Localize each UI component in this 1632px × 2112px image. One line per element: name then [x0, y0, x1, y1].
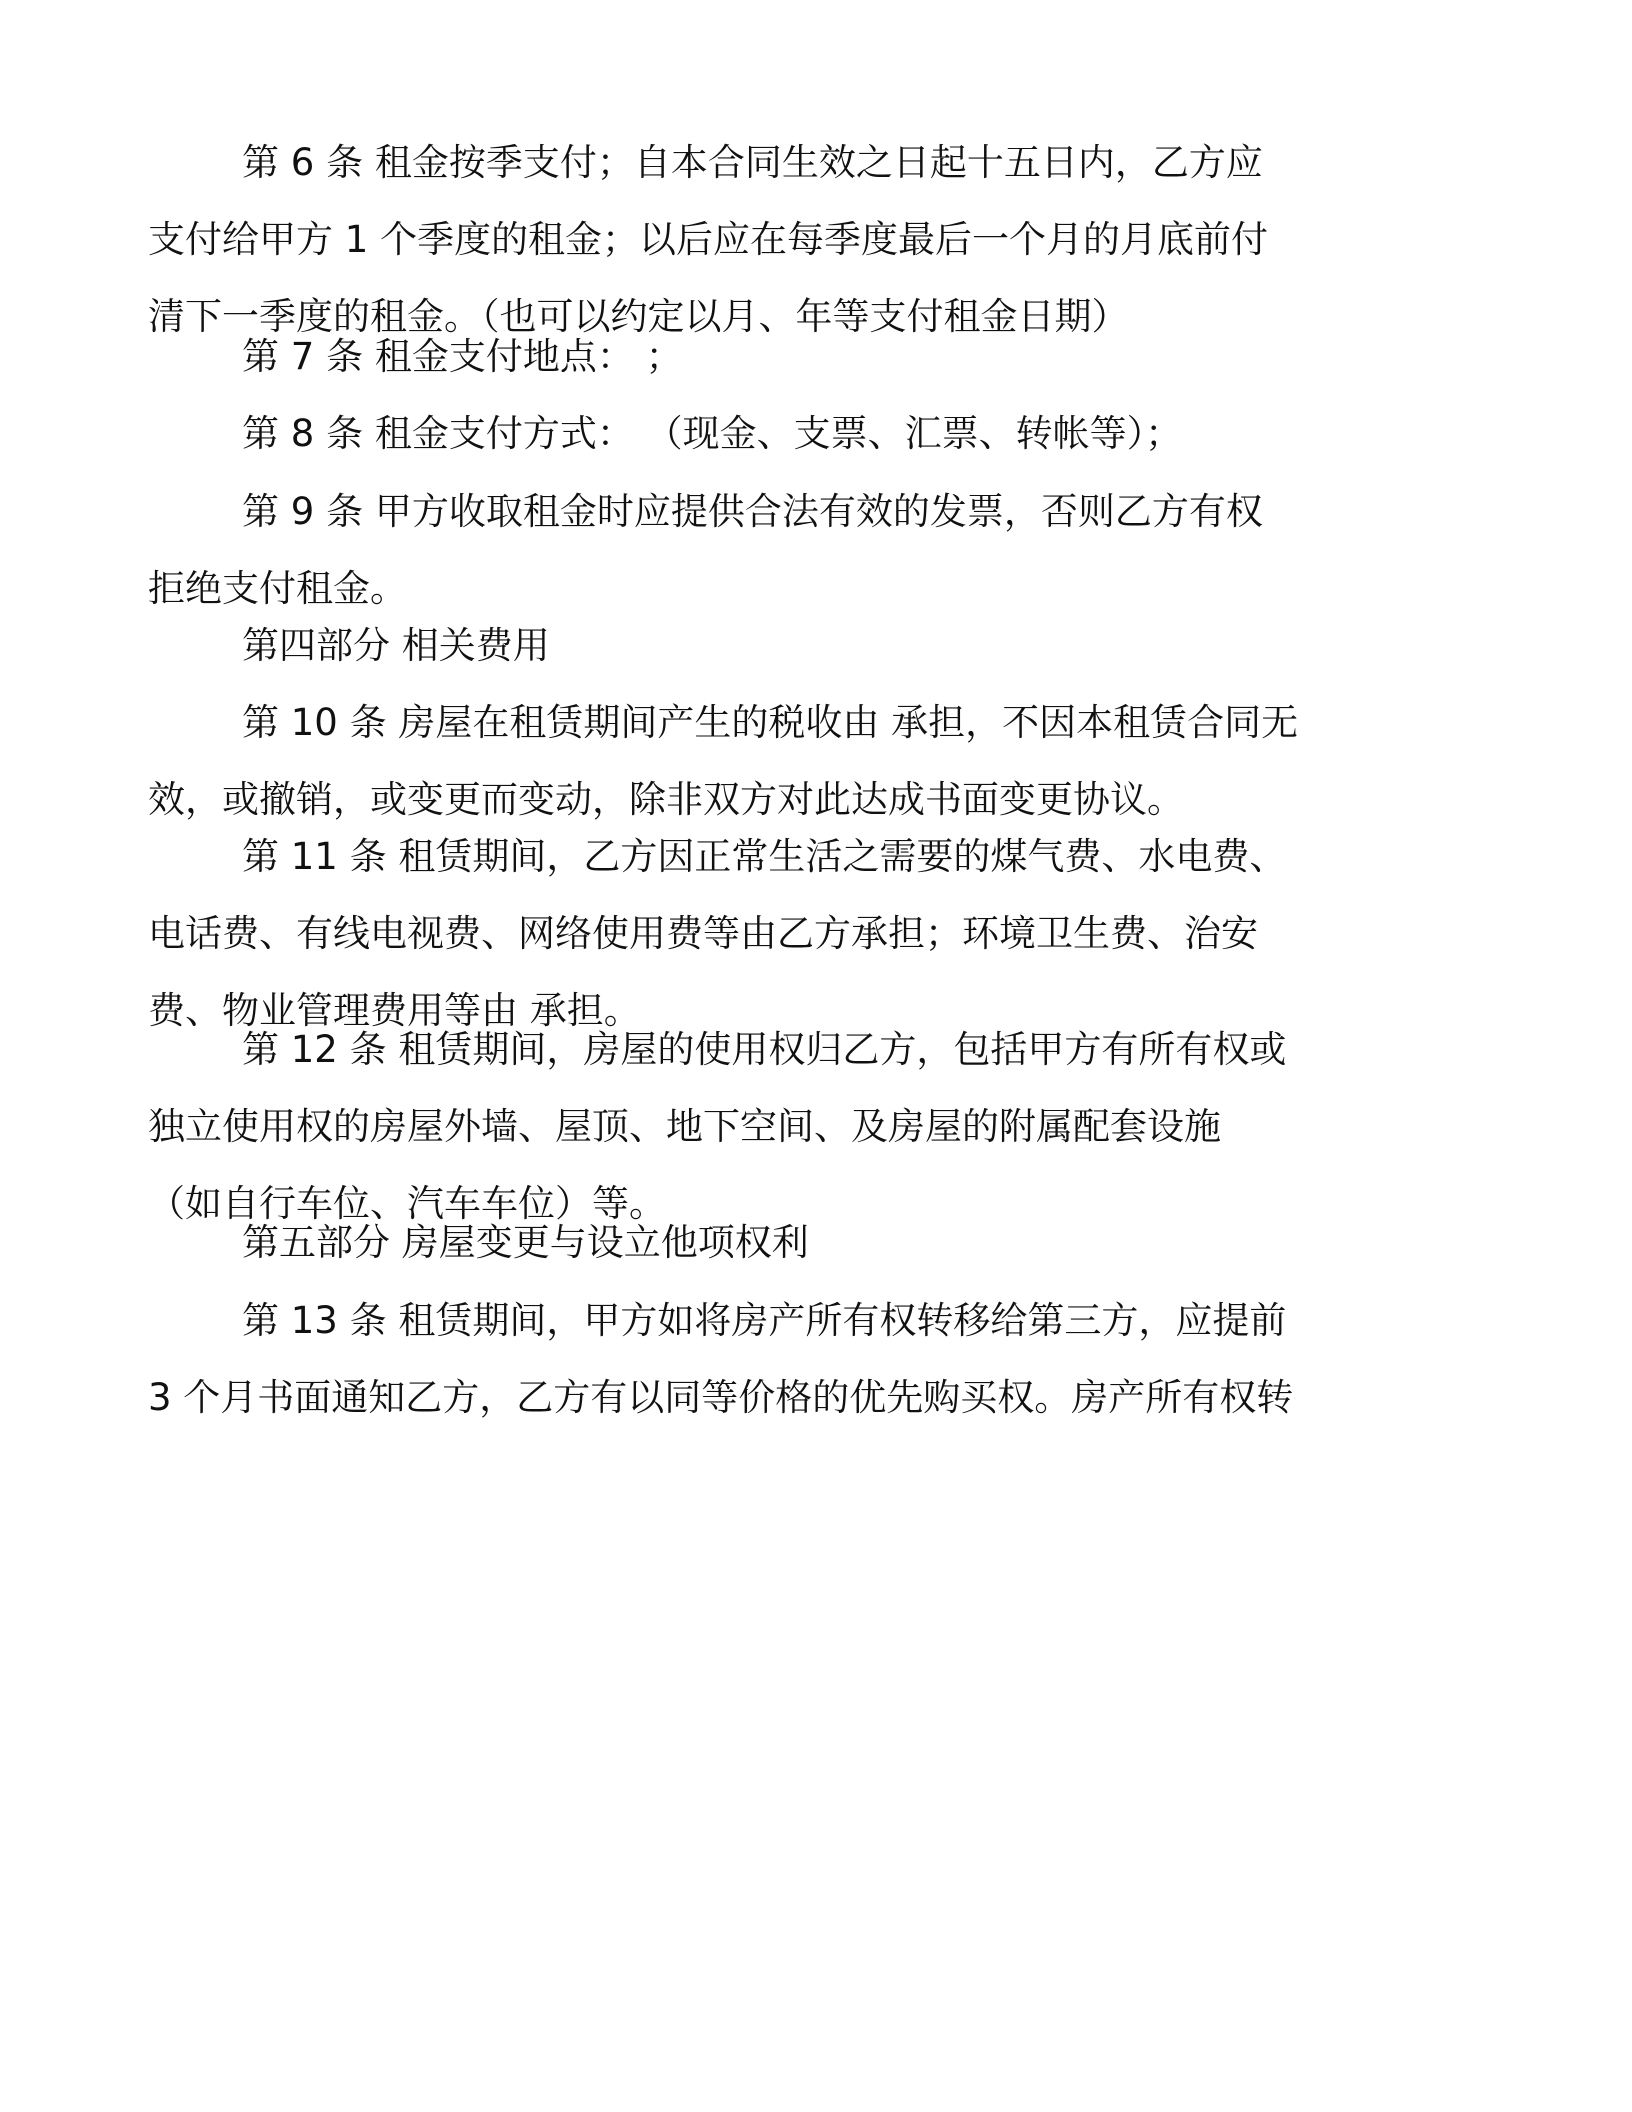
article-12-line-1: 第 12 条 租赁期间，房屋的使用权归乙方，包括甲方有所有权或: [242, 1028, 1287, 1071]
article-10-line-1: 第 10 条 房屋在租赁期间产生的税收由 承担，不因本租赁合同无: [242, 701, 1299, 744]
article-6-line-2: 支付给甲方 1 个季度的租金；以后应在每季度最后一个月的月底前付: [148, 218, 1269, 261]
part-4-heading: [242, 607, 550, 684]
article-8-line-1: 第 8 条 租金支付方式： （现金、支票、汇票、转帐等）；: [242, 412, 1183, 455]
article-13-line-2: 3 个月书面通知乙方，乙方有以同等价格的优先购买权。房产所有权转: [148, 1376, 1294, 1419]
article-7-line-1: 第 7 条 租金支付地点： ；: [242, 335, 683, 378]
article-13: [148, 1282, 1294, 1436]
article-6-line-1: 第 6 条 租金按季支付；自本合同生效之日起十五日内，乙方应: [242, 141, 1263, 184]
article-11-line-2: 电话费、有线电视费、网络使用费等由乙方承担；环境卫生费、治安: [148, 912, 1258, 955]
part-4-heading-line: 第四部分 相关费用: [242, 624, 550, 667]
article-9-line-1: 第 9 条 甲方收取租金时应提供合法有效的发票，否则乙方有权: [242, 490, 1263, 533]
part-5-heading: [242, 1204, 809, 1281]
article-12-line-2: 独立使用权的房屋外墙、屋顶、地下空间、及房屋的附属配套设施: [148, 1105, 1221, 1148]
article-8: [242, 395, 1182, 472]
article-6-line-3: 清下一季度的租金。（也可以约定以月、年等支付租金日期）: [148, 295, 1129, 338]
part-5-heading-line: 第五部分 房屋变更与设立他项权利: [242, 1221, 809, 1264]
article-11-line-3: 费、物业管理费用等由 承担。: [148, 989, 641, 1032]
article-9: [148, 473, 1263, 627]
article-11-line-1: 第 11 条 租赁期间，乙方因正常生活之需要的煤气费、水电费、: [242, 835, 1287, 878]
article-10: [148, 684, 1299, 838]
article-10-line-2: 效，或撤销，或变更而变动，除非双方对此达成书面变更协议。: [148, 778, 1184, 821]
article-9-line-2: 拒绝支付租金。: [148, 567, 407, 610]
article-13-line-1: 第 13 条 租赁期间，甲方如将房产所有权转移给第三方，应提前: [242, 1299, 1287, 1342]
article-7: [242, 318, 683, 395]
article-12-line-3: （如自行车位、汽车车位）等。: [148, 1182, 666, 1225]
